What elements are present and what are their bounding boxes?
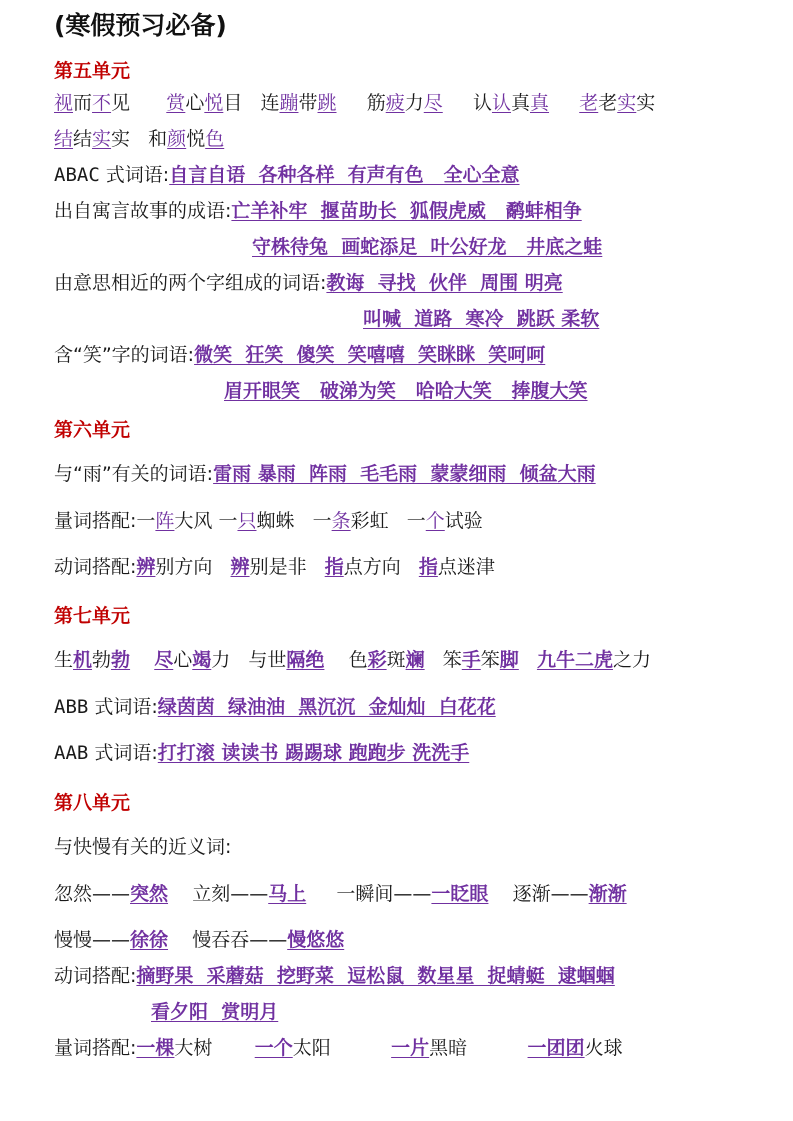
text-line	[54, 198, 582, 224]
plain-text: 式词语:	[99, 164, 170, 186]
plain-text: 忽然——	[54, 883, 131, 905]
text-line	[252, 234, 602, 260]
plain-text: 出自寓言故事的成语:	[54, 200, 232, 222]
answer-text: 实	[92, 128, 112, 150]
plain-text: ABAC	[54, 164, 100, 186]
text-line	[54, 694, 496, 720]
plain-text: 生	[54, 649, 74, 671]
plain-text: 彩虹 一	[350, 510, 426, 532]
answer-text: 一个	[254, 1037, 293, 1059]
plain-text: 斑	[386, 649, 406, 671]
plain-text: 动词搭配:	[54, 965, 137, 987]
plain-text: AAB	[54, 742, 89, 764]
plain-text: 蜘蛛 一	[256, 510, 332, 532]
text-line	[54, 270, 563, 296]
text-line	[54, 554, 495, 580]
page-title: (寒假预习必备)	[54, 11, 227, 40]
answer-text: 守株待兔 画蛇添足 叶公好龙 井底之蛙	[252, 236, 603, 258]
answer-text: 打打滚 读读书 踢踢球 跑跑步 洗洗手	[157, 742, 470, 764]
answer-text: 尽	[423, 92, 443, 114]
plain-text: 量词搭配:一	[54, 510, 156, 532]
answer-text: 摘野果 采蘑菇 挖野菜 逗松鼠 数星星 捉蜻蜓 逮蝈蝈	[136, 965, 615, 987]
plain-text: 一瞬间——	[306, 883, 432, 905]
plain-text: 黑暗	[429, 1037, 528, 1059]
answer-text: 蹦	[279, 92, 299, 114]
answer-text: 自言自语 各种各样 有声有色 全心全意	[169, 164, 520, 186]
plain-text: 含“笑”字的词语:	[54, 344, 195, 366]
answer-text: 老	[579, 92, 599, 114]
text-line	[54, 126, 224, 152]
answer-text: 斓	[405, 649, 425, 671]
text-line	[54, 508, 483, 534]
answer-text: 勃	[111, 649, 131, 671]
answer-text: 隔绝	[286, 649, 325, 671]
answer-text: 疲	[385, 92, 405, 114]
text-line	[363, 306, 599, 332]
answer-text: 条	[331, 510, 351, 532]
plain-text: 之力	[612, 649, 651, 671]
plain-text: 与“雨”有关的词语:	[54, 463, 214, 485]
plain-text: 力	[404, 92, 424, 114]
text-line	[151, 999, 278, 1025]
text-line	[54, 881, 627, 907]
plain-text: 大风 一	[174, 510, 238, 532]
answer-text: 一棵	[136, 1037, 175, 1059]
plain-text: 慢吞吞——	[168, 929, 288, 951]
answer-text: 彩	[367, 649, 387, 671]
answer-text: 尽	[154, 649, 174, 671]
plain-text: 太阳	[292, 1037, 392, 1059]
text-line	[54, 90, 655, 116]
answer-text: 悦	[204, 92, 224, 114]
answer-text: 颜	[167, 128, 187, 150]
answer-text: 脚	[499, 649, 519, 671]
unit-heading: 第八单元	[54, 792, 131, 814]
answer-text: 辨	[136, 556, 156, 578]
plain-text	[549, 92, 579, 114]
plain-text: 目 连	[223, 92, 280, 114]
plain-text: 量词搭配:	[54, 1037, 137, 1059]
plain-text: 别方向	[155, 556, 231, 578]
answer-text: 看夕阳 赏明月	[151, 1001, 279, 1023]
answer-text: 一眨眼	[431, 883, 489, 905]
plain-text: 实	[636, 92, 656, 114]
plain-text: 逐渐——	[488, 883, 589, 905]
answer-text: 真	[530, 92, 550, 114]
plain-text: 悦	[186, 128, 206, 150]
text-line	[54, 461, 596, 487]
plain-text: 结	[73, 128, 93, 150]
answer-text: 认	[491, 92, 511, 114]
plain-text: ABB	[54, 696, 89, 718]
plain-text: 而	[73, 92, 93, 114]
answer-text: 眉开眼笑 破涕为笑 哈哈大笑 捧腹大笑	[224, 380, 588, 402]
plain-text: 认	[442, 92, 492, 114]
answer-text: 慢悠悠	[287, 929, 345, 951]
plain-text: 老	[598, 92, 618, 114]
unit-heading: 第七单元	[54, 605, 131, 627]
plain-text: 式词语:	[88, 696, 158, 718]
text-line	[54, 963, 615, 989]
answer-text: 手	[461, 649, 481, 671]
answer-text: 指	[324, 556, 344, 578]
answer-text: 一团团	[527, 1037, 585, 1059]
plain-text: 由意思相近的两个字组成的词语:	[54, 272, 327, 294]
plain-text: 色	[324, 649, 368, 671]
answer-text: 跳	[317, 92, 337, 114]
unit-heading: 第五单元	[54, 60, 131, 82]
plain-text	[130, 649, 154, 671]
answer-text: 突然	[130, 883, 169, 905]
answer-text: 指	[418, 556, 438, 578]
text-line	[54, 1035, 623, 1061]
answer-text: 绿茵茵 绿油油 黑沉沉 金灿灿 白花花	[157, 696, 496, 718]
plain-text: 心	[173, 649, 193, 671]
answer-text: 渐渐	[588, 883, 627, 905]
answer-text: 徐徐	[130, 929, 169, 951]
plain-text: 立刻——	[168, 883, 269, 905]
answer-text: 雷雨 暴雨 阵雨 毛毛雨 蒙蒙细雨 倾盆大雨	[213, 463, 596, 485]
plain-text: 火球	[584, 1037, 623, 1059]
plain-text: 式词语:	[88, 742, 158, 764]
text-line	[54, 647, 651, 673]
plain-text: 试验	[444, 510, 483, 532]
plain-text: 大树	[174, 1037, 255, 1059]
unit-heading: 第六单元	[54, 419, 131, 441]
answer-text: 教诲 寻找 伙伴 周围 明亮	[326, 272, 563, 294]
plain-text: 慢慢——	[54, 929, 131, 951]
text-line	[54, 927, 344, 953]
text-line	[224, 378, 588, 404]
answer-text: 辨	[230, 556, 250, 578]
plain-text: 力 与世	[211, 649, 287, 671]
plain-text: 笨	[424, 649, 462, 671]
answer-text: 视	[54, 92, 74, 114]
text-line	[54, 342, 545, 368]
plain-text: 真	[510, 92, 530, 114]
answer-text: 微笑 狂笑 傻笑 笑嘻嘻 笑眯眯 笑呵呵	[194, 344, 546, 366]
answer-text: 赏	[166, 92, 186, 114]
answer-text: 色	[205, 128, 225, 150]
answer-text: 阵	[155, 510, 175, 532]
text-line	[54, 740, 469, 766]
answer-text: 马上	[268, 883, 307, 905]
plain-text: 与快慢有关的近义词:	[54, 836, 232, 858]
answer-text: 九牛二虎	[536, 649, 613, 671]
plain-text: 筋	[336, 92, 386, 114]
plain-text: 点方向	[343, 556, 419, 578]
answer-text: 不	[92, 92, 112, 114]
answer-text: 机	[73, 649, 93, 671]
plain-text: 见	[111, 92, 167, 114]
answer-text: 结	[54, 128, 74, 150]
answer-text: 亡羊补牢 揠苗助长 狐假虎威 鹬蚌相争	[231, 200, 582, 222]
answer-text: 竭	[192, 649, 212, 671]
plain-text	[519, 649, 537, 671]
plain-text: 实 和	[111, 128, 168, 150]
text-line	[54, 162, 520, 188]
plain-text: 笨	[480, 649, 500, 671]
text-line	[54, 834, 231, 860]
plain-text: 心	[185, 92, 205, 114]
plain-text: 动词搭配:	[54, 556, 137, 578]
plain-text: 勃	[92, 649, 112, 671]
plain-text: 点迷津	[437, 556, 495, 578]
answer-text: 只	[237, 510, 257, 532]
plain-text: 带	[298, 92, 318, 114]
answer-text: 个	[425, 510, 445, 532]
answer-text: 实	[617, 92, 637, 114]
plain-text: 别是非	[249, 556, 325, 578]
answer-text: 叫喊 道路 寒冷 跳跃 柔软	[363, 308, 600, 330]
answer-text: 一片	[391, 1037, 430, 1059]
